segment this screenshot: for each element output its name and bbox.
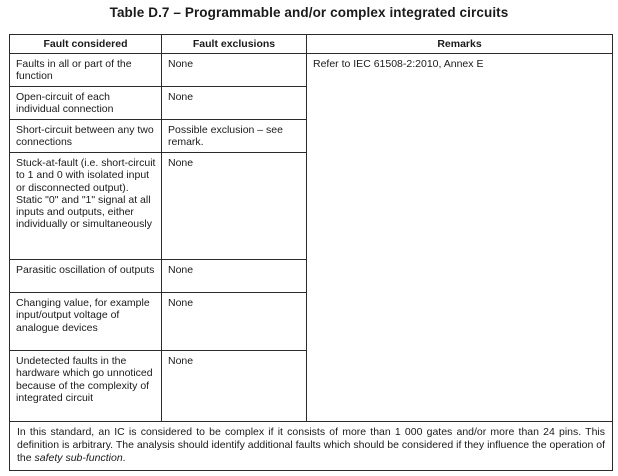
fault-cell: Undetected faults in the hardware which go unnoticed because of the complexity of integrated circuit bbox=[10, 351, 162, 422]
note-emphasis: safety sub-function bbox=[34, 451, 123, 464]
exclusion-cell: None bbox=[162, 351, 307, 422]
note-text: In this standard, an IC is considered to be complex if it consists of more than 1 000 gates and/or more than 24 pins. This definition is arbitrary. The analysis should identify additional faults which should be considered if they influence the operation of the bbox=[17, 426, 605, 464]
fault-cell: Faults in all or part of the function bbox=[10, 54, 162, 87]
exclusion-cell: None bbox=[162, 54, 307, 87]
fault-cell: Open-circuit of each individual connection bbox=[10, 87, 162, 120]
exclusion-cell: None bbox=[162, 87, 307, 120]
header-fault-exclusions: Fault exclusions bbox=[162, 35, 307, 54]
exclusion-cell: Possible exclusion – see remark. bbox=[162, 120, 307, 153]
table-row bbox=[10, 54, 613, 87]
header-row bbox=[10, 35, 613, 54]
exclusion-cell: None bbox=[162, 153, 307, 260]
exclusion-cell: None bbox=[162, 293, 307, 351]
header-remarks: Remarks bbox=[307, 35, 613, 54]
fault-table bbox=[9, 34, 613, 471]
fault-cell: Short-circuit between any two connections bbox=[10, 120, 162, 153]
note-end: . bbox=[122, 451, 126, 464]
exclusion-cell: None bbox=[162, 260, 307, 293]
fault-cell: Stuck-at-fault (i.e. short-circuit to 1 and 0 with isolated input or disconnected output). Static "0" and "1" signal at all inputs and outputs, either individually or simultaneously bbox=[10, 153, 162, 260]
header-fault-considered: Fault considered bbox=[10, 35, 162, 54]
fault-cell: Parasitic oscillation of outputs bbox=[10, 260, 162, 293]
note-row bbox=[10, 422, 613, 470]
fault-cell: Changing value, for example input/output voltage of analogue devices bbox=[10, 293, 162, 351]
table-title: Table D.7 – Programmable and/or complex integrated circuits bbox=[109, 5, 509, 20]
remarks-cell: Refer to IEC 61508-2:2010, Annex E bbox=[307, 54, 613, 422]
complexity-note bbox=[10, 422, 613, 470]
